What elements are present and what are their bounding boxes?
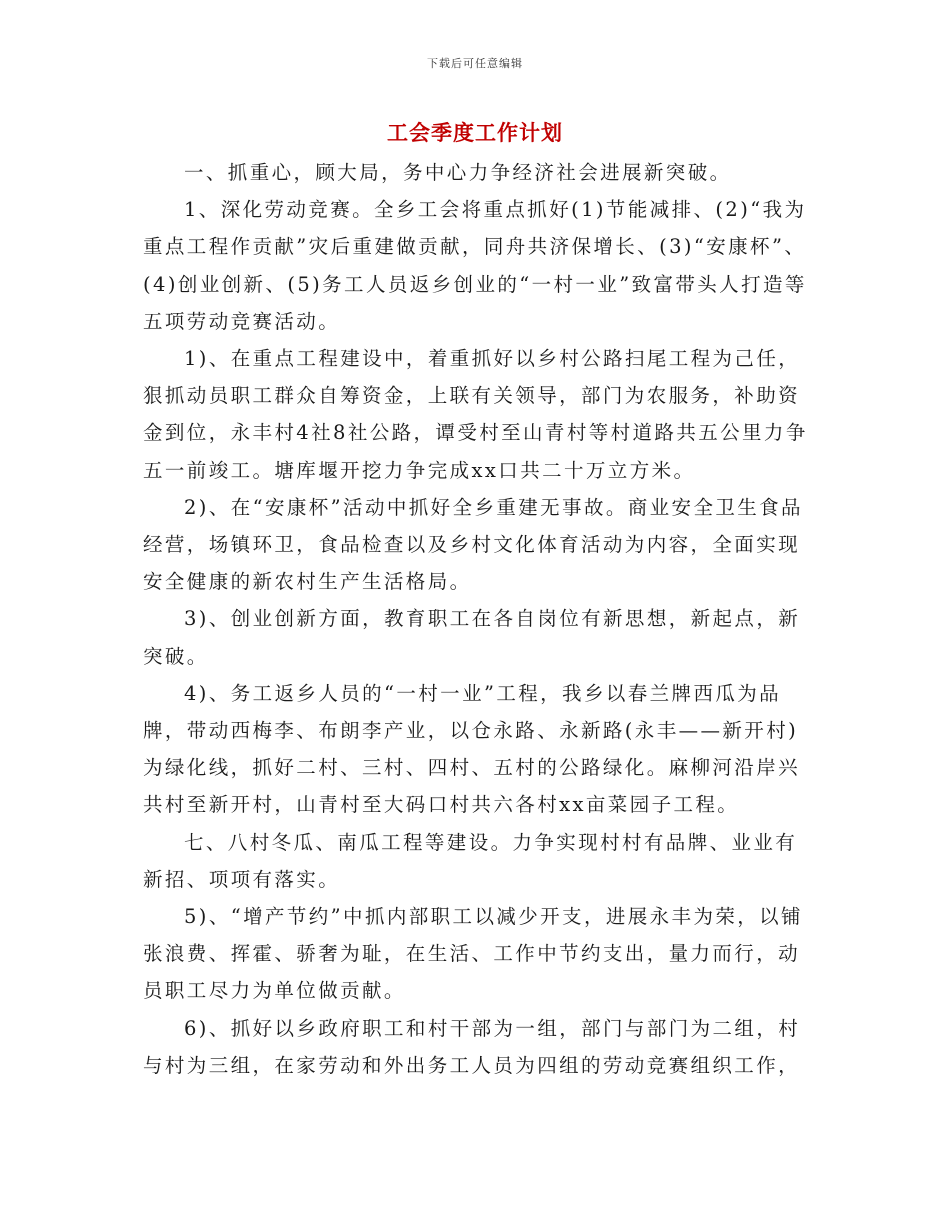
paragraph: 1)、在重点工程建设中，着重抓好以乡村公路扫尾工程为己任，狠抓动员职工群众自筹资金，上联有关领导，部门为农服务，补助资金到位，永丰村4社8社公路，谭受村至山青村等村道路共五公里力争五一前竣工。塘库堰开挖力争完成xx口共二十万立方米。 <box>143 347 808 482</box>
paragraph: 5)、“增产节约”中抓内部职工以减少开支，进展永丰为荣，以铺张浪费、挥霍、骄奢为耻，在生活、工作中节约支出，量力而行，动员职工尽力为单位做贡献。 <box>143 905 803 1003</box>
paragraph: 4)、务工返乡人员的“一村一业”工程，我乡以春兰牌西瓜为品牌，带动西梅李、布朗李产业，以仓永路、永新路(永丰——新开村)为绿化线，抓好二村、三村、四村、五村的公路绿化。麻柳河沿岸兴共村至新开村，山青村至大码口村共六各村xx亩菜园子工程。 <box>143 681 801 817</box>
paragraph: 七、八村冬瓜、南瓜工程等建设。力争实现村村有品牌、业业有新招、项项有落实。 <box>143 830 798 891</box>
paragraph: 2)、在“安康杯”活动中抓好全乡重建无事故。商业安全卫生食品经营，场镇环卫，食品检查以及乡村文化体育活动为内容，全面实现安全健康的新农村生产生活格局。 <box>143 495 803 594</box>
paragraph: 6)、抓好以乡政府职工和村干部为一组，部门与部门为二组，村与村为三组，在家劳动和外出务工人员为四组的劳动竞赛组织工作， <box>143 1016 801 1077</box>
document-title: 工会季度工作计划 <box>387 121 563 145</box>
paragraph: 1、深化劳动竞赛。全乡工会将重点抓好(1)节能减排、(2)“我为重点工程作贡献”灾后重建做贡献，同舟共济保增长、(3)“安康杯”、(4)创业创新、(5)务工人员返乡创业的“一村一业”致富带头人打造等五项劳动竞赛活动。 <box>143 198 807 333</box>
page-header: 下载后可任意编辑 <box>427 57 523 70</box>
document-body <box>143 154 818 1084</box>
paragraph: 3)、创业创新方面，教育职工在各自岗位有新思想，新起点，新突破。 <box>143 607 801 668</box>
paragraph: 一、抓重心，顾大局，务中心力争经济社会进展新突破。 <box>184 161 732 184</box>
